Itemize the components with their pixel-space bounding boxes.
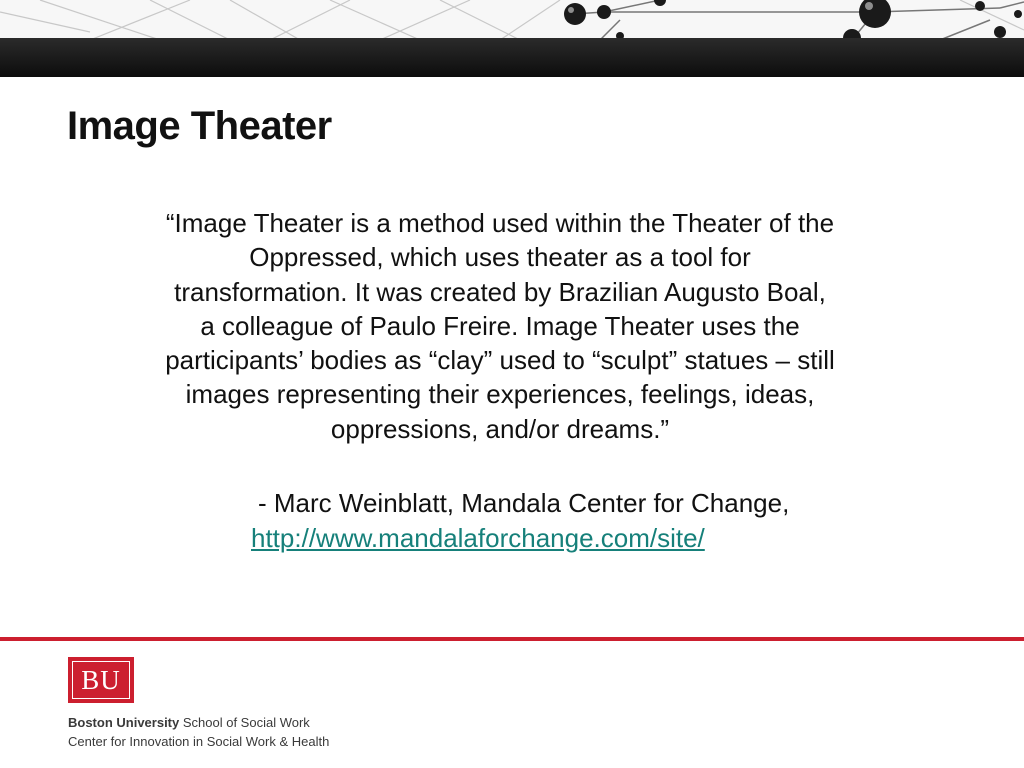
- network-graphic-icon: [0, 0, 1024, 40]
- school-name: School of Social Work: [179, 715, 310, 730]
- footer-org: [68, 713, 329, 751]
- quote-line: “Image Theater is a method used within the Theater of the: [165, 208, 835, 238]
- quote-line: transformation. It was created by Brazilian Augusto Boal,: [174, 276, 826, 307]
- source-link[interactable]: http://www.mandalaforchange.com/site/: [251, 523, 705, 553]
- footer-line-2: Center for Innovation in Social Work & Health: [68, 734, 330, 749]
- quote-line: images representing their experiences, feelings, ideas,: [185, 379, 815, 410]
- logo-text: BU: [72, 661, 130, 699]
- attribution: - Marc Weinblatt, Mandala Center for Change,: [258, 488, 790, 518]
- network-banner: [0, 0, 1024, 40]
- quote-line: participants’ bodies as “clay” used to “sculpt” statues – still: [165, 345, 835, 376]
- slide-title: Image Theater: [67, 104, 332, 148]
- quote-line: Oppressed, which uses theater as a tool for: [249, 242, 751, 273]
- footer-line-1: [68, 713, 329, 732]
- quote-block: [126, 206, 874, 446]
- quote-line: oppressions, and/or dreams.”: [330, 413, 670, 444]
- bu-logo-icon: [68, 657, 134, 703]
- quote-line: a colleague of Paulo Freire. Image Theater uses the: [200, 310, 800, 341]
- footer-divider: [0, 637, 1024, 641]
- header-bar: [0, 38, 1024, 77]
- university-name: Boston University: [68, 715, 180, 730]
